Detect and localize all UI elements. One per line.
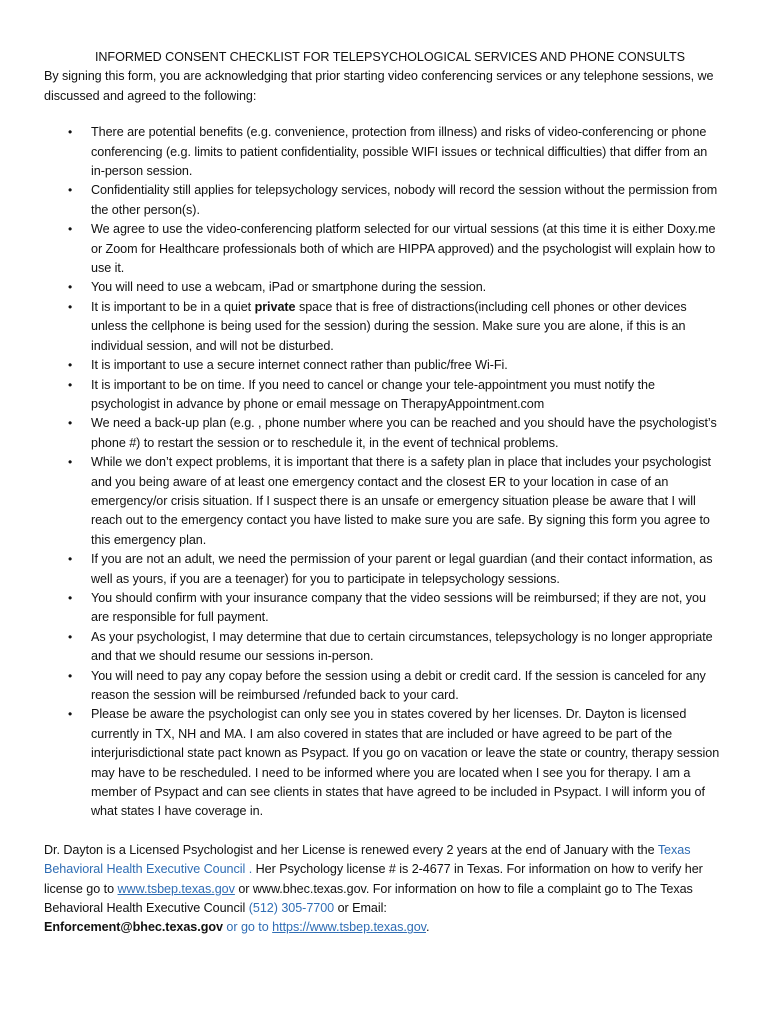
list-item <box>44 589 730 628</box>
list-item <box>44 123 730 181</box>
bullet-icon: • <box>68 455 73 470</box>
bullet-icon: • <box>68 416 73 431</box>
list-item <box>44 376 730 415</box>
list-item-text: Confidentiality still applies for telepsychology services, nobody will record the session without the permission from the other person(s). <box>91 183 718 217</box>
list-item <box>44 298 730 356</box>
bullet-icon: • <box>68 280 73 295</box>
list-item <box>44 220 730 278</box>
license-text-1: Dr. Dayton is a Licensed Psychologist and her License is renewed every 2 years at the end of January with the <box>44 842 658 857</box>
list-item-text: There are potential benefits (e.g. convenience, protection from illness) and risks of video-conferencing or phone conferencing (e.g. limits to patient confidentiality, possible WIFI issues or technical difficulties) that differ from an in-person session. <box>91 125 708 179</box>
list-item-text: If you are not an adult, we need the permission of your parent or legal guardian (and their contact information, as well as yours, if you are a teenager) for you to participate in telepsychology sessions. <box>91 552 713 586</box>
license-text-2: Her Psychology license # is 2-4677 in Texas. For information on how to verify her license go to <box>44 862 703 896</box>
bullet-icon: • <box>68 707 73 722</box>
list-item-text: You will need to use a webcam, iPad or smartphone during the session. <box>91 280 487 295</box>
bullet-icon: • <box>68 125 73 140</box>
tsbep-https-link[interactable]: https://www.tsbep.texas.gov <box>272 920 426 935</box>
list-item-text: While we don’t expect problems, it is important that there is a safety plan in place that includes your psychologist and you being aware of at least one emergency contact and the closest ER to your location in case of an emergency/or crisis situation. If I suspect there is an unsafe or emergency situation please be aware that I will reach out to the emergency contact you have listed to make sure you are safe. By signing this form you agree to this emergency plan. <box>91 455 712 547</box>
list-item-text: You will need to pay any copay before the session using a debit or credit card. If the session is canceled for any reason the session will be reimbursed /refunded back to your card. <box>91 668 706 702</box>
list-item <box>44 667 730 706</box>
council-link[interactable]: Texas Behavioral Health Executive Council . <box>44 842 691 877</box>
bullet-icon: • <box>68 299 73 314</box>
list-item-text: As your psychologist, I may determine that due to certain circumstances, telepsychology is no longer appropriate and that we should resume our sessions in-person. <box>91 629 713 664</box>
consent-checklist <box>44 123 730 822</box>
bullet-icon: • <box>68 552 73 567</box>
license-text-5: or go to <box>222 920 273 935</box>
document-title: INFORMED CONSENT CHECKLIST FOR TELEPSYCHOLOGICAL SERVICES AND PHONE CONSULTS <box>94 50 686 64</box>
intro-paragraph: By signing this form, you are acknowledging that prior starting video conferencing services or any telephone sessions, we discussed and agreed to the following: <box>44 69 714 103</box>
list-item-text: It is important to be on time. If you need to cancel or change your tele-appointment you must notify the psychologist in advance by phone or email message on TherapyAppointment.com <box>91 377 655 411</box>
bullet-icon: • <box>68 629 73 644</box>
list-item <box>44 278 730 297</box>
list-item-text-before: It is important to be in a quiet <box>91 299 255 314</box>
list-item-text: You should confirm with your insurance company that the video sessions will be reimbursed; if they are not, you are responsible for full payment. <box>91 590 706 625</box>
license-text-6: . <box>426 920 430 935</box>
license-paragraph <box>44 841 730 938</box>
list-item-text: We need a back-up plan (e.g. , phone number where you can be reached and you should have the psychologist’s phone #) to restart the session or to reschedule it, in the event of technical problems. <box>91 416 717 450</box>
bullet-icon: • <box>68 183 73 198</box>
list-item-text: We agree to use the video-conferencing platform selected for our virtual sessions (at this time it is either Doxy.me or Zoom for Healthcare professionals both of which are HIPPA approved) and the psychologist will explain how to use it. <box>91 222 716 276</box>
list-item <box>44 453 730 550</box>
list-item <box>44 181 730 220</box>
list-item-text-after: space that is free of distractions(including cell phones or other devices unless the cellphone is being used for the session) during the session. Make sure you are alone, if this is an individual session, and will not be disturbed. <box>91 299 687 353</box>
emphasis-private: private <box>254 299 296 314</box>
list-item-text: It is important to use a secure internet connect rather than public/free Wi-Fi. <box>91 358 508 373</box>
tsbep-link[interactable]: www.tsbep.texas.gov <box>117 881 235 896</box>
list-item <box>44 705 730 821</box>
bullet-icon: • <box>68 222 73 237</box>
bullet-icon: • <box>68 668 73 683</box>
list-item-text: Please be aware the psychologist can only see you in states covered by her licenses. Dr. Dayton is licensed currently in TX, NH and MA. I am also covered in states that are included or have agreed to be part of the interjurisdictional state pact known as Psypact. If you go on vacation or leave the state or country, therapy session may have to be rescheduled. I need to be informed where you are located when I see you for therapy. I am a member of Psypact and can see clients in states that have agreed to be included in Psypact. I will inform you of what states I have coverage in. <box>91 707 720 819</box>
list-item <box>44 356 730 375</box>
license-text-3: or www.bhec.texas.gov. For information on how to file a complaint go to The Texas Behavioral Health Executive Council <box>44 881 693 916</box>
list-item <box>44 414 730 453</box>
license-text-4: or Email: <box>334 901 387 916</box>
bullet-icon: • <box>68 377 73 392</box>
bullet-icon: • <box>68 590 73 605</box>
list-item <box>44 550 730 589</box>
enforcement-email[interactable]: Enforcement@bhec.texas.gov <box>44 920 223 935</box>
phone-number[interactable]: (512) 305-7700 <box>248 901 335 916</box>
bullet-icon: • <box>68 358 73 373</box>
list-item <box>44 628 730 667</box>
